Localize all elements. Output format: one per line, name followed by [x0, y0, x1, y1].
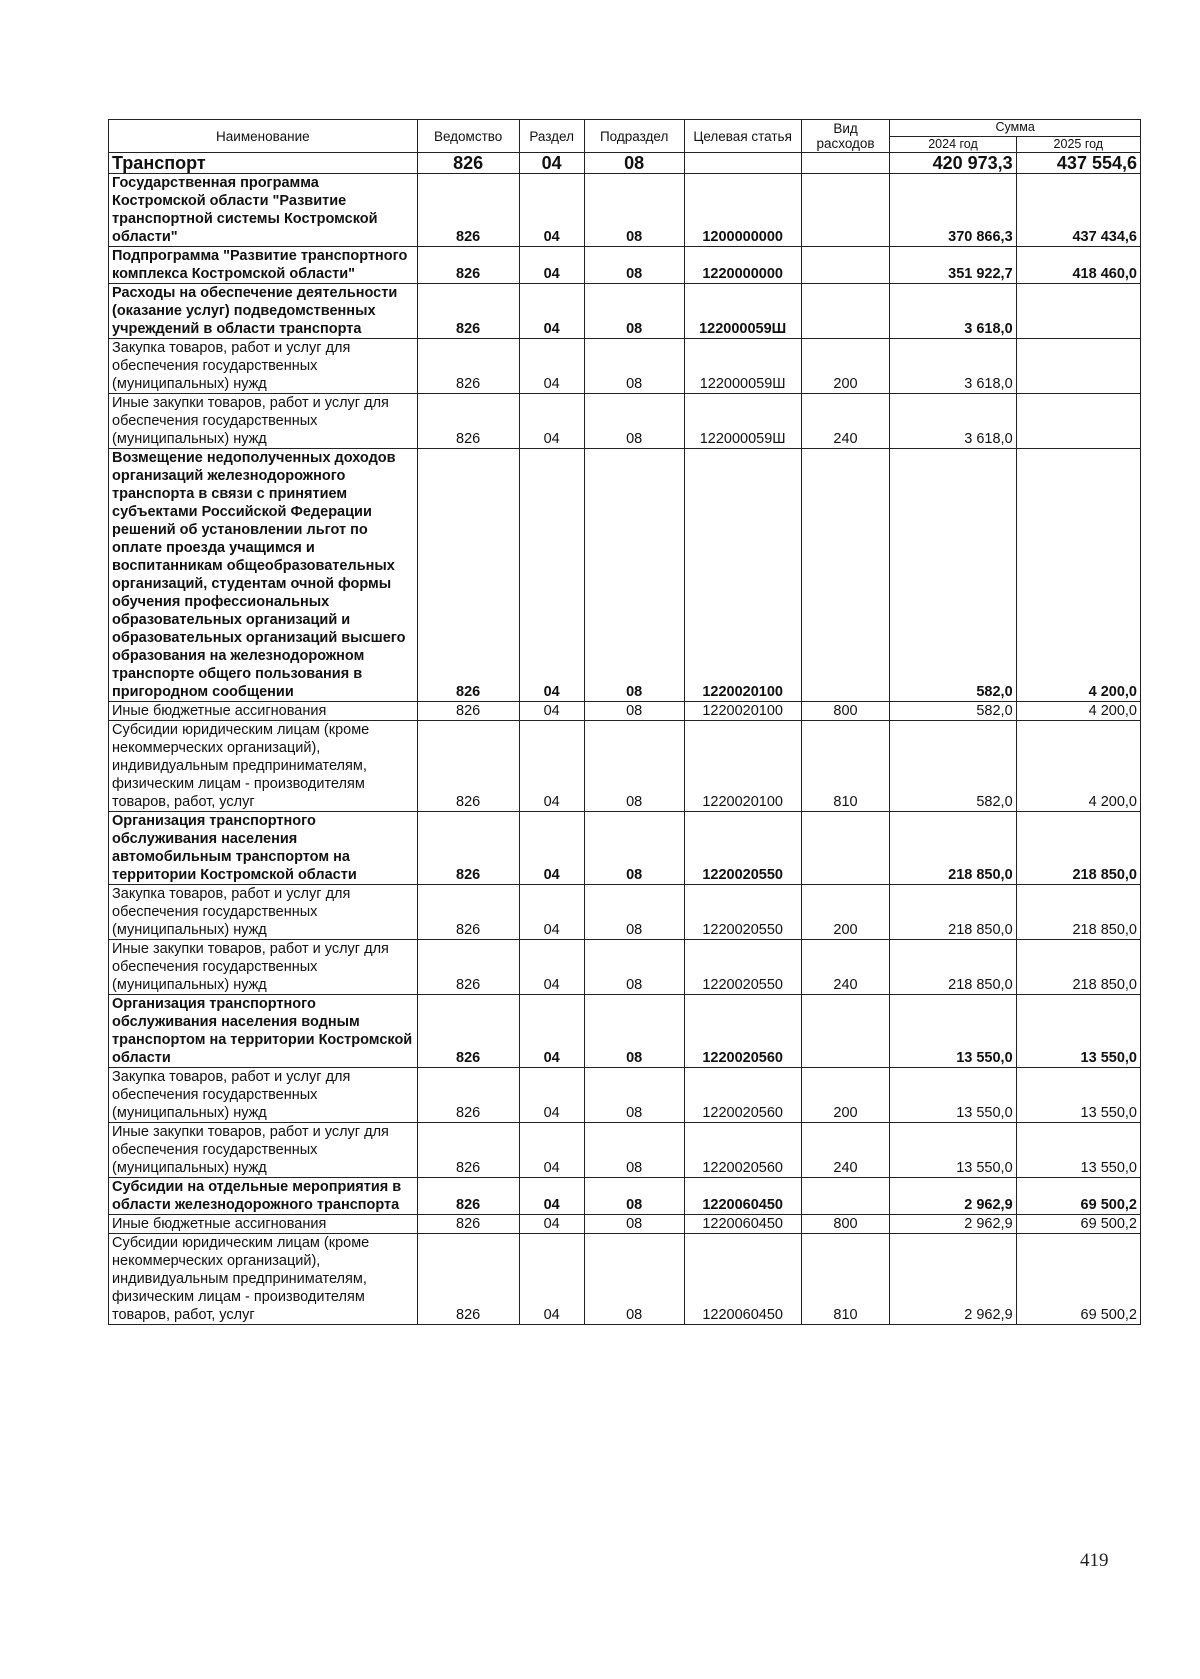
- cell-celevaya-statya: 1220060450: [684, 1178, 801, 1215]
- cell-name: Возмещение недополученных доходов организаций железнодорожного транспорта в связи с принятием субъектами Российской Федерации решений об установлении льгот по оплате проезда учащимся и воспитанникам общеобразовательных организаций, студентам очной формы обучения профессиональных образовательных организаций и образовательных организаций высшего образования на железнодорожном транспорте общего пользования в пригородном сообщении: [109, 449, 418, 702]
- cell-sum-2024: 582,0: [890, 702, 1016, 721]
- cell-vid-rashodov: [801, 247, 890, 284]
- table-row: [109, 812, 1141, 885]
- cell-name: Иные закупки товаров, работ и услуг для обеспечения государственных (муниципальных) нужд: [109, 940, 418, 995]
- cell-celevaya-statya: 1220020100: [684, 721, 801, 812]
- cell-razdel: 04: [519, 1234, 584, 1325]
- cell-name: Организация транспортного обслуживания населения водным транспортом на территории Костромской области: [109, 995, 418, 1068]
- cell-sum-2025: 437 434,6: [1016, 174, 1140, 247]
- cell-sum-2025: 218 850,0: [1016, 940, 1140, 995]
- table-row: [109, 247, 1141, 284]
- cell-vedomstvo: 826: [417, 1178, 519, 1215]
- cell-podrazdel: 08: [584, 394, 684, 449]
- cell-podrazdel: 08: [584, 1178, 684, 1215]
- cell-vid-rashodov: 200: [801, 885, 890, 940]
- cell-vedomstvo: 826: [417, 1215, 519, 1234]
- header-year-2025: 2025 год: [1016, 136, 1140, 153]
- cell-sum-2025: [1016, 284, 1140, 339]
- cell-vid-rashodov: 200: [801, 1068, 890, 1123]
- cell-podrazdel: 08: [584, 153, 684, 174]
- cell-sum-2025: 418 460,0: [1016, 247, 1140, 284]
- cell-sum-2025: 69 500,2: [1016, 1215, 1140, 1234]
- cell-name: Иные закупки товаров, работ и услуг для обеспечения государственных (муниципальных) нужд: [109, 1123, 418, 1178]
- cell-vedomstvo: 826: [417, 153, 519, 174]
- table-row: [109, 1178, 1141, 1215]
- cell-podrazdel: 08: [584, 940, 684, 995]
- cell-vid-rashodov: [801, 174, 890, 247]
- cell-vid-rashodov: 800: [801, 1215, 890, 1234]
- cell-vedomstvo: 826: [417, 1123, 519, 1178]
- cell-sum-2025: 4 200,0: [1016, 702, 1140, 721]
- cell-name: Закупка товаров, работ и услуг для обеспечения государственных (муниципальных) нужд: [109, 885, 418, 940]
- header-year-2024: 2024 год: [890, 136, 1016, 153]
- cell-podrazdel: 08: [584, 1123, 684, 1178]
- cell-sum-2025: 218 850,0: [1016, 812, 1140, 885]
- cell-name: Подпрограмма "Развитие транспортного комплекса Костромской области": [109, 247, 418, 284]
- cell-celevaya-statya: 1220020560: [684, 1123, 801, 1178]
- cell-razdel: 04: [519, 339, 584, 394]
- table-row: [109, 394, 1141, 449]
- table-row: [109, 702, 1141, 721]
- cell-sum-2025: 4 200,0: [1016, 449, 1140, 702]
- cell-sum-2025: [1016, 339, 1140, 394]
- cell-sum-2024: 370 866,3: [890, 174, 1016, 247]
- cell-sum-2024: 2 962,9: [890, 1178, 1016, 1215]
- cell-vedomstvo: 826: [417, 1068, 519, 1123]
- table-row: [109, 721, 1141, 812]
- cell-podrazdel: 08: [584, 247, 684, 284]
- cell-razdel: 04: [519, 812, 584, 885]
- cell-name: Закупка товаров, работ и услуг для обеспечения государственных (муниципальных) нужд: [109, 1068, 418, 1123]
- cell-name: Иные закупки товаров, работ и услуг для обеспечения государственных (муниципальных) нужд: [109, 394, 418, 449]
- table-row: [109, 284, 1141, 339]
- cell-celevaya-statya: 1220000000: [684, 247, 801, 284]
- cell-name: Организация транспортного обслуживания населения автомобильным транспортом на территории Костромской области: [109, 812, 418, 885]
- cell-razdel: 04: [519, 153, 584, 174]
- header-vedomstvo: Ведомство: [417, 120, 519, 153]
- cell-vedomstvo: 826: [417, 995, 519, 1068]
- cell-razdel: 04: [519, 702, 584, 721]
- cell-podrazdel: 08: [584, 449, 684, 702]
- table-row: [109, 940, 1141, 995]
- cell-sum-2025: 69 500,2: [1016, 1234, 1140, 1325]
- cell-sum-2025: 4 200,0: [1016, 721, 1140, 812]
- cell-razdel: 04: [519, 995, 584, 1068]
- cell-sum-2025: [1016, 394, 1140, 449]
- cell-sum-2024: 218 850,0: [890, 885, 1016, 940]
- cell-name: Транспорт: [109, 153, 418, 174]
- table-row: [109, 1123, 1141, 1178]
- cell-sum-2024: 2 962,9: [890, 1234, 1016, 1325]
- cell-celevaya-statya: [684, 153, 801, 174]
- cell-celevaya-statya: 1220020100: [684, 702, 801, 721]
- cell-vedomstvo: 826: [417, 174, 519, 247]
- cell-razdel: 04: [519, 721, 584, 812]
- header-celevaya-statya: Целевая статья: [684, 120, 801, 153]
- cell-podrazdel: 08: [584, 995, 684, 1068]
- cell-sum-2024: 2 962,9: [890, 1215, 1016, 1234]
- cell-vid-rashodov: 810: [801, 1234, 890, 1325]
- cell-name: Закупка товаров, работ и услуг для обеспечения государственных (муниципальных) нужд: [109, 339, 418, 394]
- cell-vedomstvo: 826: [417, 449, 519, 702]
- cell-vid-rashodov: 810: [801, 721, 890, 812]
- cell-celevaya-statya: 1220060450: [684, 1234, 801, 1325]
- cell-sum-2024: 218 850,0: [890, 812, 1016, 885]
- table-row: [109, 885, 1141, 940]
- cell-sum-2024: 13 550,0: [890, 1068, 1016, 1123]
- cell-podrazdel: 08: [584, 1215, 684, 1234]
- cell-celevaya-statya: 1200000000: [684, 174, 801, 247]
- header-podrazdel: Подраздел: [584, 120, 684, 153]
- cell-celevaya-statya: 1220020550: [684, 940, 801, 995]
- cell-razdel: 04: [519, 1068, 584, 1123]
- cell-sum-2024: 13 550,0: [890, 1123, 1016, 1178]
- cell-sum-2024: 13 550,0: [890, 995, 1016, 1068]
- table-row: [109, 1068, 1141, 1123]
- table-row: [109, 153, 1141, 174]
- cell-vid-rashodov: [801, 812, 890, 885]
- cell-celevaya-statya: 1220060450: [684, 1215, 801, 1234]
- cell-sum-2024: 582,0: [890, 721, 1016, 812]
- cell-celevaya-statya: 122000059Ш: [684, 284, 801, 339]
- header-vid-rashodov: Вид расходов: [801, 120, 890, 153]
- cell-podrazdel: 08: [584, 885, 684, 940]
- cell-vid-rashodov: [801, 449, 890, 702]
- table-body: [109, 153, 1141, 1325]
- cell-vid-rashodov: [801, 1178, 890, 1215]
- cell-sum-2025: 13 550,0: [1016, 1123, 1140, 1178]
- cell-vedomstvo: 826: [417, 812, 519, 885]
- cell-celevaya-statya: 1220020550: [684, 885, 801, 940]
- cell-name: Субсидии на отдельные мероприятия в области железнодорожного транспорта: [109, 1178, 418, 1215]
- cell-razdel: 04: [519, 885, 584, 940]
- cell-vid-rashodov: [801, 284, 890, 339]
- cell-celevaya-statya: 122000059Ш: [684, 339, 801, 394]
- cell-sum-2025: 218 850,0: [1016, 885, 1140, 940]
- table-row: [109, 1234, 1141, 1325]
- cell-vedomstvo: 826: [417, 1234, 519, 1325]
- cell-sum-2024: 351 922,7: [890, 247, 1016, 284]
- cell-podrazdel: 08: [584, 812, 684, 885]
- cell-sum-2024: 218 850,0: [890, 940, 1016, 995]
- cell-razdel: 04: [519, 1123, 584, 1178]
- cell-sum-2024: 3 618,0: [890, 394, 1016, 449]
- cell-razdel: 04: [519, 247, 584, 284]
- cell-razdel: 04: [519, 284, 584, 339]
- table-header: [109, 120, 1141, 153]
- cell-razdel: 04: [519, 394, 584, 449]
- cell-name: Расходы на обеспечение деятельности (оказание услуг) подведомственных учреждений в области транспорта: [109, 284, 418, 339]
- cell-celevaya-statya: 1220020560: [684, 1068, 801, 1123]
- cell-name: Субсидии юридическим лицам (кроме некоммерческих организаций), индивидуальным предпринимателям, физическим лицам - производителям товаров, работ, услуг: [109, 721, 418, 812]
- cell-vedomstvo: 826: [417, 339, 519, 394]
- table-row: [109, 995, 1141, 1068]
- cell-sum-2024: 582,0: [890, 449, 1016, 702]
- cell-podrazdel: 08: [584, 1068, 684, 1123]
- cell-sum-2024: 3 618,0: [890, 339, 1016, 394]
- cell-vedomstvo: 826: [417, 721, 519, 812]
- cell-podrazdel: 08: [584, 174, 684, 247]
- cell-name: Государственная программа Костромской области "Развитие транспортной системы Костромской области": [109, 174, 418, 247]
- cell-vid-rashodov: [801, 153, 890, 174]
- cell-vid-rashodov: [801, 995, 890, 1068]
- cell-razdel: 04: [519, 174, 584, 247]
- budget-table: [108, 119, 1141, 1325]
- table-row: [109, 1215, 1141, 1234]
- cell-razdel: 04: [519, 449, 584, 702]
- cell-podrazdel: 08: [584, 1234, 684, 1325]
- cell-vid-rashodov: 800: [801, 702, 890, 721]
- cell-vedomstvo: 826: [417, 885, 519, 940]
- cell-sum-2025: 69 500,2: [1016, 1178, 1140, 1215]
- cell-vedomstvo: 826: [417, 284, 519, 339]
- cell-podrazdel: 08: [584, 702, 684, 721]
- cell-razdel: 04: [519, 1215, 584, 1234]
- table-row: [109, 174, 1141, 247]
- header-name: Наименование: [109, 120, 418, 153]
- cell-vid-rashodov: 200: [801, 339, 890, 394]
- cell-vedomstvo: 826: [417, 247, 519, 284]
- cell-sum-2024: 3 618,0: [890, 284, 1016, 339]
- page-number: 419: [1080, 1550, 1109, 1571]
- cell-razdel: 04: [519, 940, 584, 995]
- cell-sum-2025: 437 554,6: [1016, 153, 1140, 174]
- cell-podrazdel: 08: [584, 721, 684, 812]
- cell-celevaya-statya: 1220020100: [684, 449, 801, 702]
- cell-name: Иные бюджетные ассигнования: [109, 702, 418, 721]
- cell-vid-rashodov: 240: [801, 940, 890, 995]
- cell-sum-2024: 420 973,3: [890, 153, 1016, 174]
- cell-vid-rashodov: 240: [801, 394, 890, 449]
- table-row: [109, 339, 1141, 394]
- header-razdel: Раздел: [519, 120, 584, 153]
- cell-razdel: 04: [519, 1178, 584, 1215]
- cell-sum-2025: 13 550,0: [1016, 1068, 1140, 1123]
- table-row: [109, 449, 1141, 702]
- cell-name: Иные бюджетные ассигнования: [109, 1215, 418, 1234]
- cell-celevaya-statya: 122000059Ш: [684, 394, 801, 449]
- cell-vedomstvo: 826: [417, 702, 519, 721]
- cell-vedomstvo: 826: [417, 394, 519, 449]
- cell-vid-rashodov: 240: [801, 1123, 890, 1178]
- cell-name: Субсидии юридическим лицам (кроме некоммерческих организаций), индивидуальным предпринимателям, физическим лицам - производителям товаров, работ, услуг: [109, 1234, 418, 1325]
- header-summa: Сумма: [890, 120, 1141, 137]
- cell-celevaya-statya: 1220020560: [684, 995, 801, 1068]
- cell-vedomstvo: 826: [417, 940, 519, 995]
- cell-podrazdel: 08: [584, 339, 684, 394]
- cell-podrazdel: 08: [584, 284, 684, 339]
- cell-sum-2025: 13 550,0: [1016, 995, 1140, 1068]
- cell-celevaya-statya: 1220020550: [684, 812, 801, 885]
